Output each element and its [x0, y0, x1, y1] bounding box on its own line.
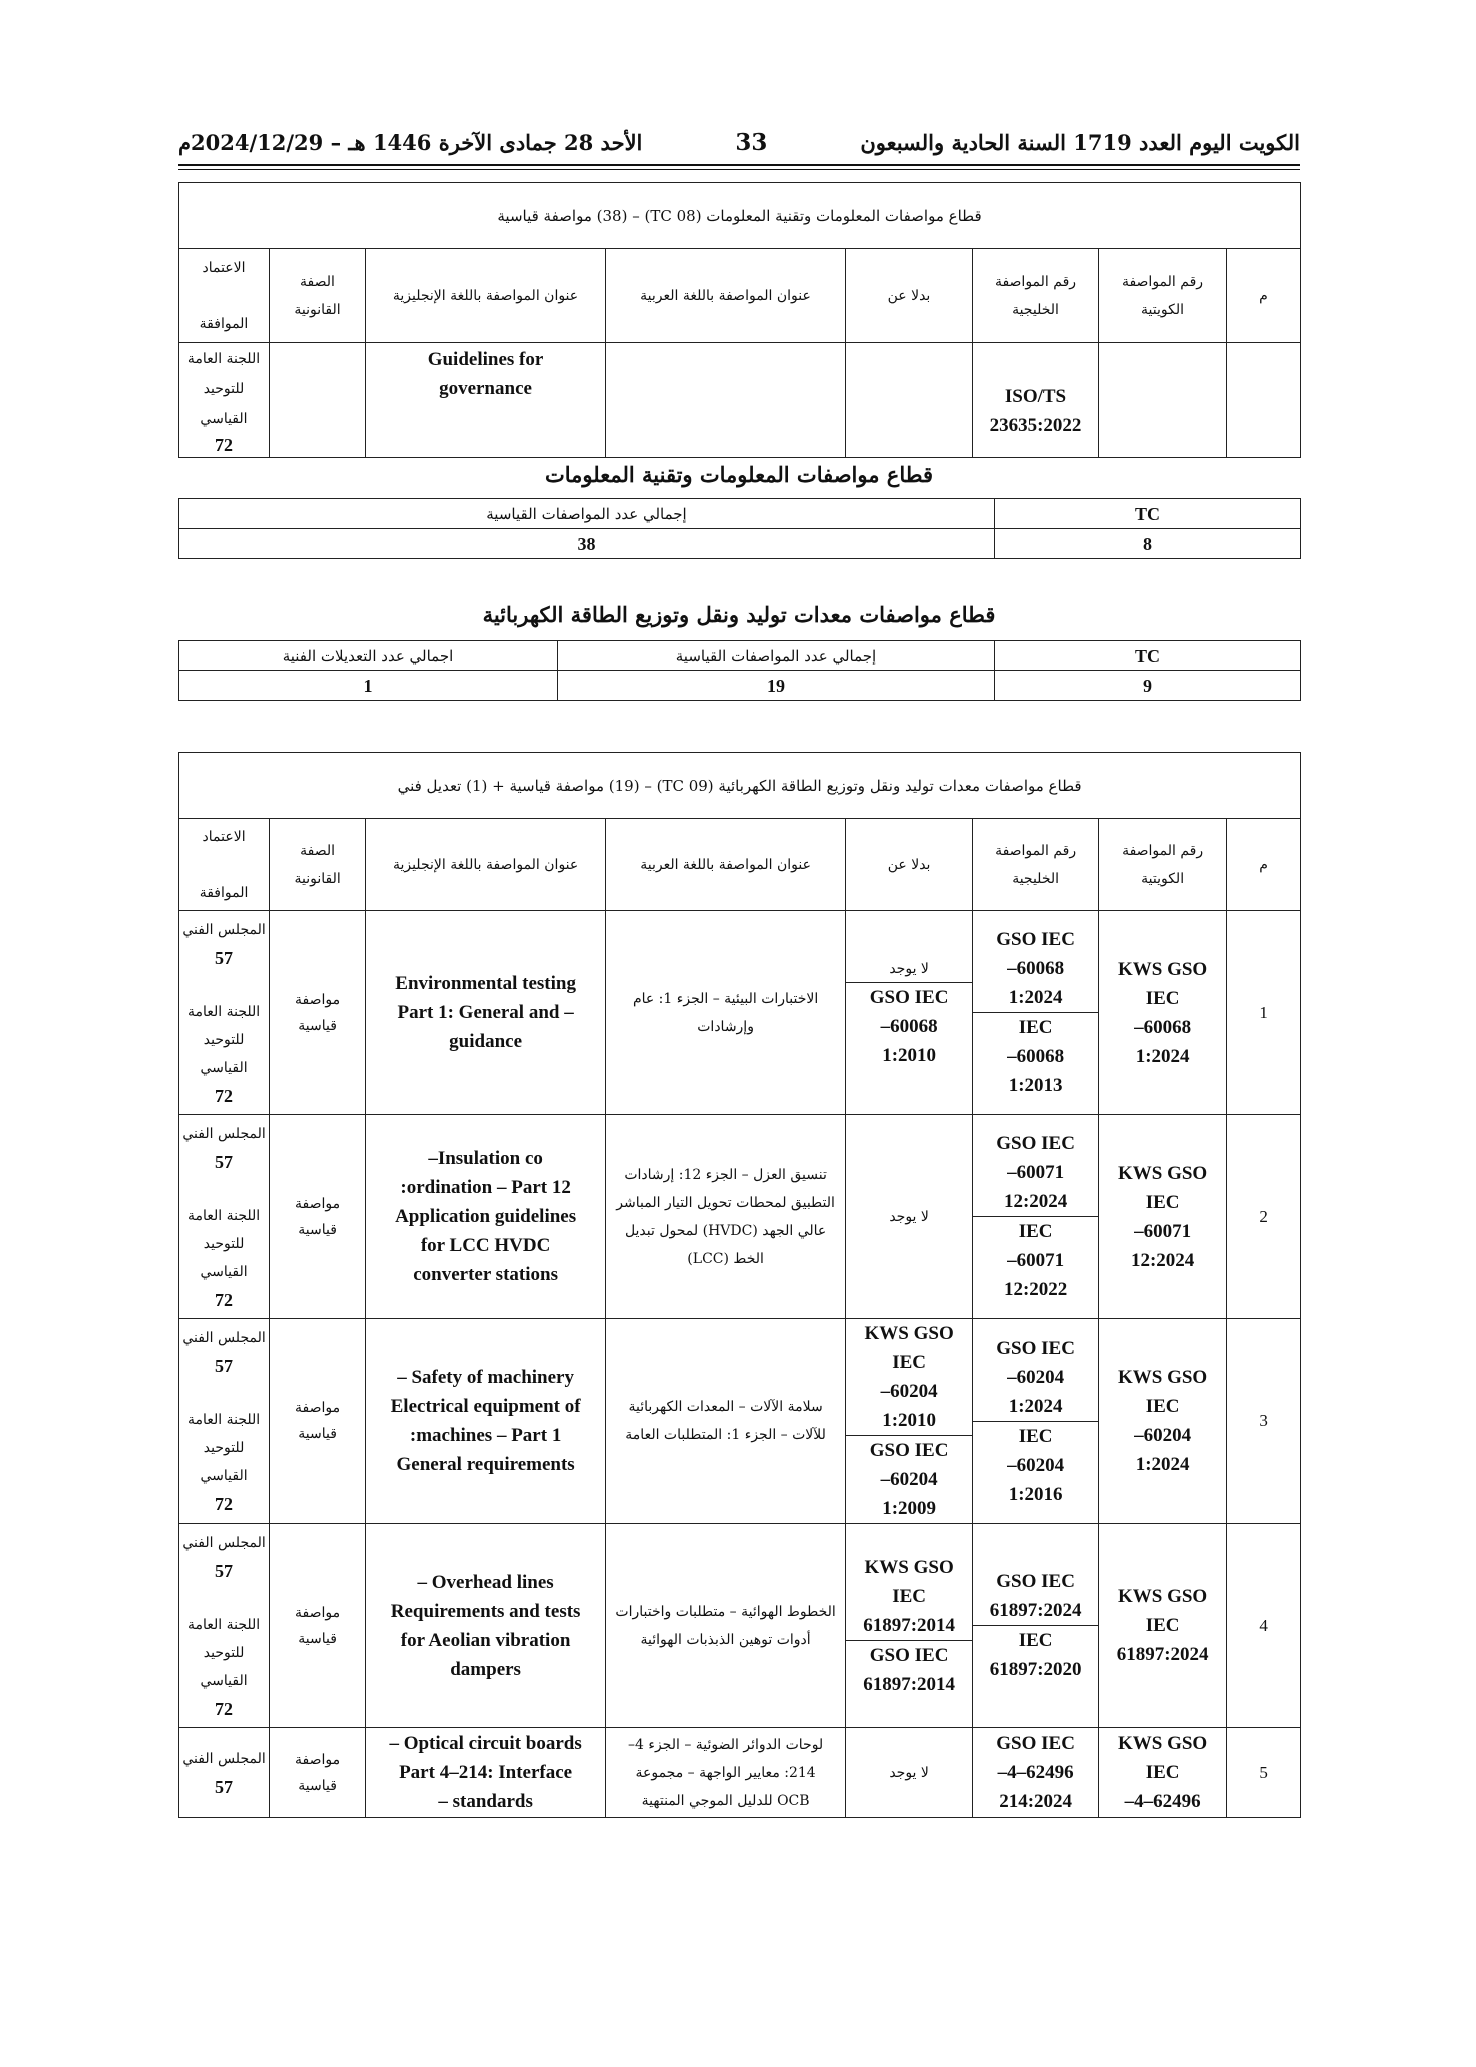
cell-instead-of: لا يوجد — [846, 1728, 973, 1818]
cell-title-ar: الاختبارات البيئية – الجزء 1: عام وإرشادات — [606, 911, 846, 1115]
section2-amend-value: 1 — [179, 671, 558, 701]
cell-instead-of-bottom: GSO IEC 61897:2014 — [846, 1640, 972, 1699]
approval-committee: اللجنة العامة للتوحيد القياسي 72 — [187, 1003, 261, 1106]
section2-tc-value: 9 — [995, 671, 1301, 701]
approval-council: المجلس الفني 57 — [182, 1534, 266, 1581]
cell-title-ar: تنسيق العزل – الجزء 12: إرشادات التطبيق لمحطات تحويل التيار المباشر عالي الجهد (HVDC) لمحول تبديل الخط (LCC) — [606, 1115, 846, 1319]
col-kuwaiti-no: رقم المواصفة الكويتية — [1099, 819, 1227, 911]
approval-committee: اللجنة العامة للتوحيد القياسي 72 — [187, 1412, 261, 1514]
tc08-header-row — [179, 249, 1301, 343]
cell-m: 1 — [1227, 911, 1301, 1115]
col-kuwaiti-no: رقم المواصفة الكويتية — [1099, 249, 1227, 343]
cell-kuwaiti-no: KWS GSO IEC 60204– 1:2024 — [1099, 1319, 1227, 1524]
cell-instead-of — [846, 343, 973, 458]
cell-gulf-no-bottom: IEC 60204– 1:2016 — [973, 1421, 1098, 1509]
cell-gulf-no — [973, 911, 1099, 1115]
section2-total-value: 19 — [558, 671, 995, 701]
cell-title-en: Safety of machinery – Electrical equipment of machines – Part 1: General requirements — [366, 1319, 606, 1524]
cell-gulf-no: GSO IEC 62496–4– 214:2024 — [973, 1728, 1099, 1818]
header-rule-thin — [178, 169, 1300, 170]
cell-title-ar: الخطوط الهوائية – متطلبات واختبارات أدوات توهين الذبذبات الهوائية — [606, 1524, 846, 1728]
cell-instead-of-top: لا يوجد — [889, 960, 929, 977]
cell-gulf-no-top: GSO IEC 60071– 12:2024 — [996, 1133, 1075, 1212]
col-title-en: عنوان المواصفة باللغة الإنجليزية — [366, 249, 606, 343]
cell-legal: مواصفة قياسية — [270, 1115, 366, 1319]
col-title-ar: عنوان المواصفة باللغة العربية — [606, 819, 846, 911]
cell-instead-of — [846, 1524, 973, 1728]
header-date: الأحد 28 جمادى الآخرة 1446 هـ – 2024/12/29م — [178, 129, 643, 155]
col-legal: الصفة القانونية — [270, 819, 366, 911]
cell-title-ar — [606, 343, 846, 458]
cell-legal — [270, 343, 366, 458]
cell-instead-of — [846, 1319, 973, 1524]
cell-title-ar: سلامة الآلات – المعدات الكهربائية للآلات – الجزء 1: المتطلبات العامة — [606, 1319, 846, 1524]
col-m: م — [1227, 819, 1301, 911]
header-issue: الكويت اليوم العدد 1719 السنة الحادية والسبعون — [860, 129, 1300, 155]
cell-m: 4 — [1227, 1524, 1301, 1728]
tc09-caption: قطاع مواصفات معدات توليد ونقل وتوزيع الطاقة الكهربائية (TC 09) – (19) مواصفة قياسية + (1) تعديل فني — [179, 753, 1301, 819]
cell-title-en: Optical circuit boards – Part 4–214: Interface standards – — [366, 1728, 606, 1818]
cell-kuwaiti-no — [1099, 343, 1227, 458]
cell-kuwaiti-no: KWS GSO IEC 60071– 12:2024 — [1099, 1115, 1227, 1319]
col-instead-of: بدلا عن — [846, 249, 973, 343]
cell-gulf-no-bottom: IEC 60071– 12:2022 — [973, 1216, 1098, 1304]
cell-title-en: Overhead lines – Requirements and tests for Aeolian vibration dampers — [366, 1524, 606, 1728]
cell-approval: المجلس الفني 57 — [179, 1728, 270, 1818]
tc09-row-3 — [179, 1319, 1301, 1524]
cell-kuwaiti-no: KWS GSO IEC 62496–4– — [1099, 1728, 1227, 1818]
cell-m: 2 — [1227, 1115, 1301, 1319]
approval-council: المجلس الفني 57 — [182, 1125, 266, 1172]
col-instead-of: بدلا عن — [846, 819, 973, 911]
col-m: م — [1227, 249, 1301, 343]
approval-committee: اللجنة العامة للتوحيد القياسي 72 — [187, 1616, 261, 1719]
cell-legal: مواصفة قياسية — [270, 1524, 366, 1728]
col-gulf-no: رقم المواصفة الخليجية — [973, 819, 1099, 911]
cell-gulf-no-top: GSO IEC 60204– 1:2024 — [996, 1337, 1075, 1417]
header-page-number: 33 — [735, 128, 768, 156]
col-gulf-no: رقم المواصفة الخليجية — [973, 249, 1099, 343]
tc09-body — [179, 911, 1301, 1818]
col-title-en: عنوان المواصفة باللغة الإنجليزية — [366, 819, 606, 911]
cell-approval — [179, 1524, 270, 1728]
approval-committee: اللجنة العامة للتوحيد القياسي 72 — [187, 1207, 261, 1310]
tc08-caption: قطاع مواصفات المعلومات وتقنية المعلومات (TC 08) – (38) مواصفة قياسية — [179, 183, 1301, 249]
section1-summary — [178, 498, 1301, 559]
section1-title: قطاع مواصفات المعلومات وتقنية المعلومات — [545, 462, 933, 487]
cell-m — [1227, 343, 1301, 458]
approval-council: المجلس الفني 57 — [182, 1330, 266, 1376]
section1-total-value: 38 — [179, 529, 995, 559]
cell-gulf-no — [973, 1115, 1099, 1319]
header-rule — [178, 164, 1300, 166]
cell-title-en: Insulation co– ordination – Part 12: Application guidelines for LCC HVDC converter stations — [366, 1115, 606, 1319]
section1-tc-value: 8 — [995, 529, 1301, 559]
cell-title-en: Environmental testing – Part 1: General and guidance — [366, 911, 606, 1115]
section2-total-label: إجمالي عدد المواصفات القياسية — [558, 641, 995, 671]
cell-kuwaiti-no: KWS GSO IEC 60068– 1:2024 — [1099, 911, 1227, 1115]
tc09-row-5 — [179, 1728, 1301, 1818]
tc09-header-row — [179, 819, 1301, 911]
cell-gulf-no — [973, 1524, 1099, 1728]
approval-council: المجلس الفني 57 — [182, 921, 266, 968]
cell-legal: مواصفة قياسية — [270, 911, 366, 1115]
cell-instead-of: لا يوجد — [846, 1115, 973, 1319]
cell-title-en: Guidelines for governance — [366, 343, 606, 458]
cell-instead-of-bottom: GSO IEC 60068– 1:2010 — [846, 982, 972, 1070]
tc08-row — [179, 343, 1301, 458]
cell-legal: مواصفة قياسية — [270, 1319, 366, 1524]
cell-title-ar: لوحات الدوائر الضوئية – الجزء 4– 214: معايير الواجهة – مجموعة OCB للدليل الموجي المنتهية — [606, 1728, 846, 1818]
cell-instead-of-bottom: GSO IEC 60204– 1:2009 — [846, 1435, 972, 1523]
cell-approval — [179, 1319, 270, 1524]
section2-tc-label: TC — [995, 641, 1301, 671]
section2-title: قطاع مواصفات معدات توليد ونقل وتوزيع الطاقة الكهربائية — [482, 602, 996, 627]
tc09-row-2 — [179, 1115, 1301, 1319]
cell-gulf-no — [973, 1319, 1099, 1524]
cell-gulf-no-bottom: IEC 60068– 1:2013 — [973, 1012, 1098, 1100]
cell-legal: مواصفة قياسية — [270, 1728, 366, 1818]
cell-approval — [179, 1115, 270, 1319]
tc09-table — [178, 752, 1301, 1818]
col-approval: الاعتماد الموافقة — [179, 249, 270, 343]
col-legal: الصفة القانونية — [270, 249, 366, 343]
section2-amend-label: اجمالي عدد التعديلات الفنية — [179, 641, 558, 671]
tc09-row-4 — [179, 1524, 1301, 1728]
page-header — [178, 124, 1300, 160]
cell-kuwaiti-no: KWS GSO IEC 61897:2024 — [1099, 1524, 1227, 1728]
tc08-table — [178, 182, 1301, 458]
cell-instead-of — [846, 911, 973, 1115]
cell-approval: اللجنة العامة للتوحيد القياسي 72 — [179, 343, 270, 458]
col-title-ar: عنوان المواصفة باللغة العربية — [606, 249, 846, 343]
tc09-row-1 — [179, 911, 1301, 1115]
cell-approval — [179, 911, 270, 1115]
cell-m: 3 — [1227, 1319, 1301, 1524]
cell-instead-of-top: KWS GSO IEC 61897:2014 — [863, 1556, 956, 1636]
section1-tc-label: TC — [995, 499, 1301, 529]
section1-total-label: إجمالي عدد المواصفات القياسية — [179, 499, 995, 529]
cell-gulf-no: ISO/TS 23635:2022 — [973, 343, 1099, 458]
cell-instead-of-top: KWS GSO IEC 60204– 1:2010 — [864, 1323, 954, 1431]
col-approval: الاعتماد الموافقة — [179, 819, 270, 911]
cell-gulf-no-top: GSO IEC 60068– 1:2024 — [996, 929, 1075, 1008]
section2-summary — [178, 640, 1301, 701]
cell-gulf-no-top: GSO IEC 61897:2024 — [989, 1571, 1082, 1621]
cell-gulf-no-bottom: IEC 61897:2020 — [973, 1625, 1098, 1684]
cell-m: 5 — [1227, 1728, 1301, 1818]
